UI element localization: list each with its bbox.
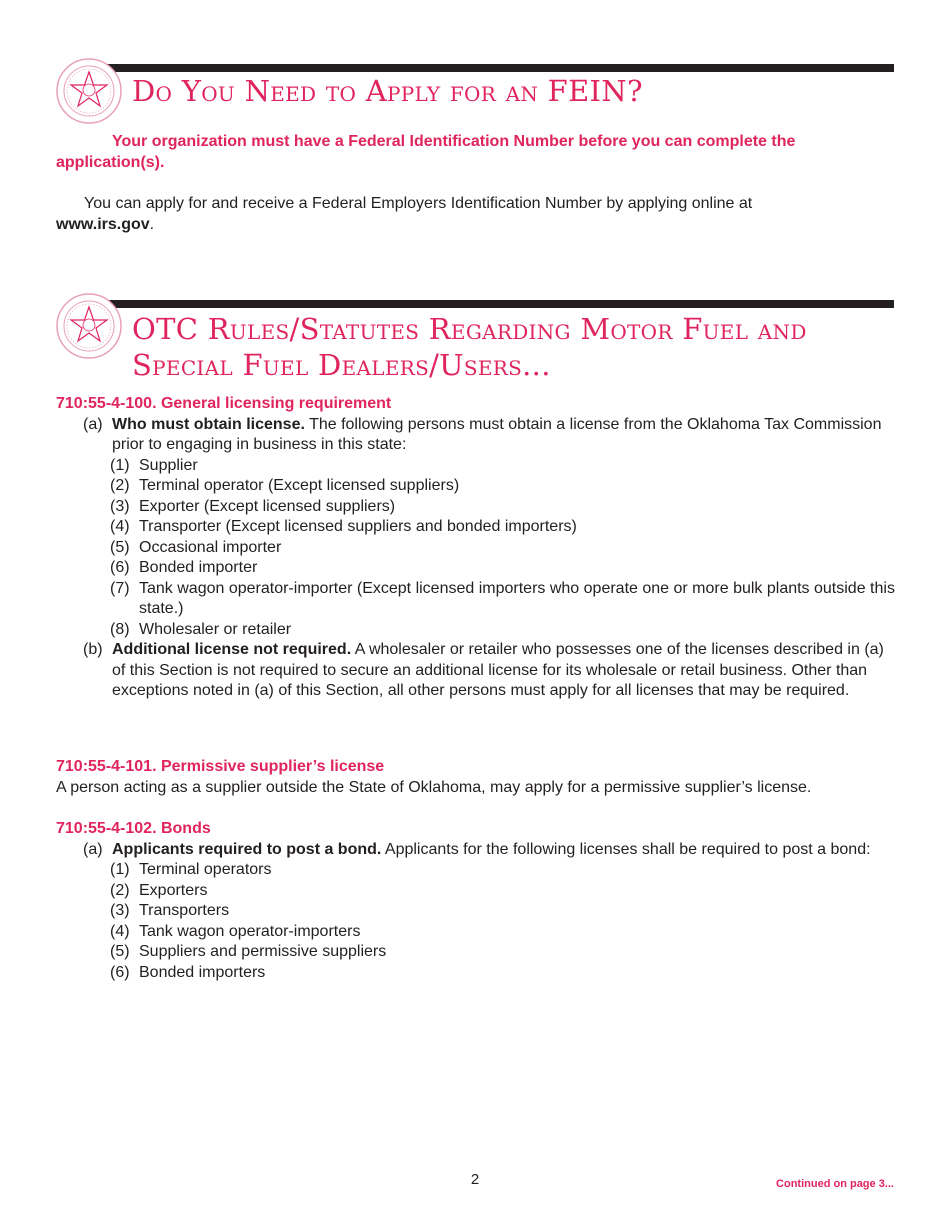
list-item: (3) Exporter (Except licensed suppliers): [110, 497, 396, 515]
rule-102-a: (a) Applicants required to post a bond. Applicants for the following licenses shall be required to post a bond:: [83, 840, 871, 858]
section-heading-otc-rules: [132, 311, 807, 383]
list-item: (6) Bonded importers: [110, 963, 266, 981]
list-item: (6) Bonded importer: [110, 559, 258, 576]
list-item: (8) Wholesaler or retailer: [110, 620, 292, 638]
list-item: (1) Supplier: [110, 456, 198, 474]
rule-100-b: (b) Additional license not required. A wholesaler or retailer who possesses one of the licenses described in (a) of this Section is not required to secure an additional license for its wholesale or retail business. Other than exceptions noted in (a) of this Section, all other persons must apply for all licenses that may be required.: [83, 641, 884, 699]
irs-link[interactable]: www.irs.gov: [56, 215, 150, 233]
rule-101-title: 710:55-4-101. Permissive supplier’s license: [56, 758, 385, 775]
list-item: (4) Transporter (Except licensed suppliers and bonded importers): [110, 518, 577, 535]
fein-body: [56, 194, 896, 235]
heading-line-2: Special Fuel Dealers/Users...: [132, 348, 551, 382]
list-item: (3) Transporters: [110, 902, 230, 919]
rule-101: [56, 757, 896, 798]
list-item: (2) Terminal operator (Except licensed suppliers): [110, 477, 460, 494]
fein-notice-text: Your organization must have a Federal Identification Number before you can complete the application(s).: [56, 133, 796, 171]
heading-line-1: OTC Rules/Statutes Regarding Motor Fuel and: [132, 312, 807, 346]
rule-100-a: (a) Who must obtain license. The following persons must obtain a license from the Oklahoma Tax Commission prior to engaging in business in this state:: [83, 415, 882, 453]
section-rule: [98, 300, 894, 308]
rule-100: [56, 394, 896, 702]
list-item: (2) Exporters: [110, 881, 208, 899]
list-item: (7) Tank wagon operator-importer (Except licensed importers who operate one or more bulk plants outside this state.): [110, 579, 895, 617]
rule-101-text: A person acting as a supplier outside the State of Oklahoma, may apply for a permissive supplier’s license.: [56, 778, 812, 796]
section-rule: [98, 64, 894, 72]
state-seal-icon: [56, 293, 122, 359]
rule-102-title: 710:55-4-102. Bonds: [56, 820, 211, 837]
list-item: (1) Terminal operators: [110, 861, 272, 878]
rule-102: [56, 819, 896, 983]
list-item: (4) Tank wagon operator-importers: [110, 922, 361, 940]
list-item: (5) Occasional importer: [110, 538, 282, 556]
fein-body-text: You can apply for and receive a Federal Employers Identification Number by applying online at www.irs.gov.: [56, 195, 753, 233]
continued-note: Continued on page 3...: [776, 1178, 894, 1190]
fein-notice: [56, 132, 896, 173]
state-seal-icon: [56, 58, 122, 124]
section-heading-fein: Do You Need to Apply for an FEIN?: [132, 74, 643, 108]
list-item: (5) Suppliers and permissive suppliers: [110, 943, 387, 960]
page-number: 2: [470, 1171, 480, 1188]
rule-100-title: 710:55-4-100. General licensing requirement: [56, 395, 392, 412]
